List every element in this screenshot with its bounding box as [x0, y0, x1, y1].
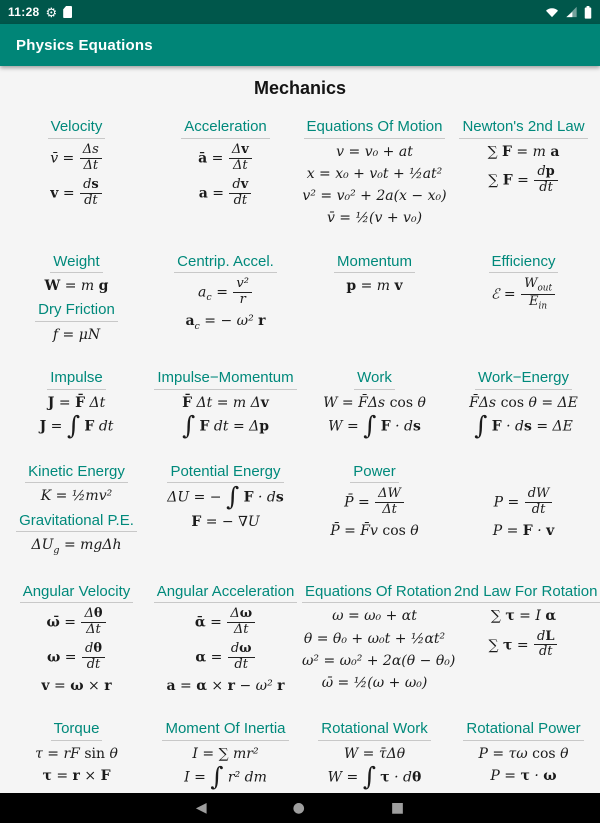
formula-group	[153, 117, 298, 209]
equation: $a_c$ = − ω² r	[185, 313, 266, 332]
formula-group-title: Torque	[51, 720, 103, 741]
wifi-icon	[545, 6, 559, 18]
formula-group-title: Angular Velocity	[20, 583, 134, 604]
equation: ω = $\frac{d\theta}{dt}$	[4, 642, 149, 673]
formula-cell	[302, 462, 447, 545]
equation: F̄Δs cos θ = ΔE	[469, 395, 578, 412]
formula-group	[4, 300, 149, 344]
formula-row	[4, 252, 596, 349]
formula-cell	[153, 368, 298, 441]
formula-group	[153, 252, 298, 334]
formula-cell	[302, 582, 456, 697]
equation: ā = $\frac{\Delta v}{\Delta t}$	[153, 143, 298, 174]
formula-group-title: Newton's 2nd Law	[459, 118, 587, 139]
formula-cell	[4, 368, 149, 441]
formula-group-title: Work−Energy	[475, 369, 572, 390]
formula-group-title: Rotational Power	[463, 720, 583, 741]
status-bar	[0, 0, 600, 24]
equation: ω̄ = ½(ω + ω₀)	[321, 674, 428, 691]
home-button[interactable]: ●	[292, 799, 305, 816]
equation: P = τ · ω	[490, 768, 557, 785]
equation: ∫ F · ds = ΔE	[474, 411, 573, 441]
equation: v̄ = $\frac{\Delta s}{\Delta t}$	[4, 143, 149, 174]
equation: α = $\frac{d\omega}{dt}$	[153, 642, 298, 673]
content-area	[0, 66, 600, 793]
equation: ΔU = − ∫ F · ds	[167, 482, 284, 512]
formula-group-title: Work	[354, 369, 395, 390]
formula-group-title: Rotational Work	[318, 720, 430, 741]
formula-grid	[4, 117, 596, 793]
formula-group-title: Impulse	[47, 369, 106, 390]
equation: ∑ F = $\frac{dp}{dt}$	[451, 165, 596, 196]
formula-group-title: Centrip. Accel.	[174, 253, 277, 274]
formula-group	[4, 582, 149, 696]
formula-group	[302, 117, 447, 228]
formula-cell	[153, 582, 298, 700]
equation: f = μN	[52, 327, 101, 344]
formula-cell	[4, 462, 149, 562]
formula-group-title: Impulse−Momentum	[154, 369, 296, 390]
equation: a = α × r − ω² r	[166, 678, 285, 695]
status-bar-left	[8, 5, 72, 19]
formula-group-title: Dry Friction	[35, 301, 118, 322]
equation: τ = r × F	[42, 768, 111, 785]
formula-group	[451, 719, 596, 785]
battery-icon	[584, 6, 592, 19]
formula-group	[302, 368, 447, 441]
equation: ∑ τ = I α	[490, 608, 557, 625]
formula-group-title: Weight	[50, 253, 102, 274]
equation: J = F̄ Δt	[47, 395, 106, 412]
equation: ℰ = $\frac{W_{out}}{E_{in}}$	[451, 277, 596, 312]
formula-group	[4, 511, 149, 558]
equation: P̄ = $\frac{\Delta W}{\Delta t}$	[302, 487, 447, 518]
status-bar-right	[545, 6, 592, 19]
equation: θ = θ₀ + ω₀t + ½αt²	[303, 630, 446, 647]
formula-group	[153, 719, 298, 792]
formula-row	[4, 462, 596, 562]
formula-group-title: Angular Acceleration	[154, 583, 298, 604]
equation: I = ∑ mr²	[192, 746, 259, 763]
formula-cell	[451, 462, 596, 545]
equation: v² = v₀² + 2a(x − x₀)	[302, 188, 447, 205]
formula-cell	[451, 117, 596, 200]
formula-group	[302, 462, 447, 541]
equation: ∑ τ = $\frac{dL}{dt}$	[451, 630, 596, 661]
equation: P = $\frac{dW}{dt}$	[451, 487, 596, 518]
equation: W = τ̄Δθ	[343, 746, 406, 763]
formula-group	[451, 582, 596, 661]
formula-group	[451, 252, 596, 312]
formula-cell	[451, 582, 596, 665]
clock: 11:28	[8, 5, 40, 19]
recents-button[interactable]: ■	[390, 799, 405, 816]
formula-cell	[4, 117, 149, 213]
formula-cell	[4, 719, 149, 789]
formula-group-title: Potential Energy	[167, 463, 283, 484]
equation: ω̄ = $\frac{\Delta\theta}{\Delta t}$	[4, 607, 149, 638]
equation: v̄ = ½(v + v₀)	[326, 210, 423, 227]
equation: $\Delta U_g = mg\Delta h$	[31, 537, 122, 557]
equation: τ = rF sin θ	[35, 746, 118, 763]
formula-group-title: Momentum	[334, 253, 415, 274]
formula-cell	[451, 719, 596, 789]
formula-row	[4, 117, 596, 232]
equation: P = τω cos θ	[478, 746, 569, 763]
equation: W = F̄Δs cos θ	[323, 395, 426, 412]
formula-group	[153, 462, 298, 531]
formula-group-title: Equations Of Motion	[304, 118, 446, 139]
formula-cell	[153, 252, 298, 338]
formula-group-title: Kinetic Energy	[25, 463, 128, 484]
formula-group	[451, 462, 596, 541]
formula-group-title: Velocity	[48, 118, 106, 139]
formula-group	[153, 368, 298, 441]
equation: ω = ω₀ + αt	[332, 608, 417, 625]
equation: ∑ F = m a	[487, 143, 560, 160]
equation: ω² = ω₀² + 2α(θ − θ₀)	[302, 652, 456, 669]
formula-group-title: Power	[350, 463, 399, 484]
formula-cell	[153, 719, 298, 792]
back-button[interactable]: ◀	[195, 799, 207, 816]
formula-group	[4, 117, 149, 209]
page-title: Mechanics	[253, 78, 347, 98]
equation: K = ½mv²	[40, 488, 113, 505]
formula-group-title: Gravitational P.E.	[16, 512, 137, 533]
cell-signal-icon	[565, 6, 578, 18]
formula-group-title: Equations Of Rotation	[302, 583, 455, 604]
formula-group	[4, 368, 149, 441]
equation: P = F · v	[492, 523, 555, 540]
equation: P̄ = F̄v cos θ	[330, 523, 419, 540]
navigation-bar	[0, 793, 600, 823]
app-bar	[0, 24, 600, 66]
formula-cell	[4, 582, 149, 700]
formula-cell	[451, 368, 596, 441]
formula-group	[451, 368, 596, 441]
formula-group	[4, 252, 149, 296]
equation: ᾱ = $\frac{\Delta\omega}{\Delta t}$	[153, 607, 298, 638]
formula-group-title: Efficiency	[489, 253, 559, 274]
equation: v = $\frac{ds}{dt}$	[4, 178, 149, 209]
equation: x = x₀ + v₀t + ½at²	[306, 165, 443, 182]
equation: I = ∫ r² dm	[184, 762, 267, 792]
formula-row	[4, 582, 596, 700]
equation: F = − ∇U	[191, 513, 260, 530]
formula-group	[4, 462, 149, 506]
equation: ∫ F dt = Δp	[181, 411, 270, 441]
formula-cell	[302, 719, 447, 792]
equation: v = ω × r	[41, 678, 112, 695]
equation: a = $\frac{dv}{dt}$	[153, 178, 298, 209]
formula-group-title: 2nd Law For Rotation	[451, 583, 600, 604]
formula-row	[4, 368, 596, 441]
formula-row	[4, 719, 596, 792]
equation: W = ∫ F · ds	[328, 411, 421, 441]
equation: $a_c$ = $\frac{\text{v²}}{r}$	[153, 277, 298, 308]
sdcard-status-icon	[63, 6, 72, 18]
equation: F̄ Δt = m Δv	[182, 395, 269, 412]
equation: W = m g	[44, 278, 109, 295]
formula-cell	[451, 252, 596, 316]
formula-cell	[153, 462, 298, 535]
formula-cell	[302, 368, 447, 441]
formula-group	[4, 719, 149, 785]
formula-cell	[302, 252, 447, 300]
equation: W = ∫ τ · dθ	[327, 762, 422, 792]
equation: p = m v	[346, 278, 403, 295]
formula-group	[451, 117, 596, 196]
settings-status-icon: ⚙	[45, 4, 58, 20]
formula-cell	[4, 252, 149, 349]
formula-group	[302, 582, 456, 693]
formula-group	[302, 719, 447, 792]
equation: J = ∫ F dt	[39, 411, 114, 441]
equation: v = v₀ + at	[336, 143, 413, 160]
formula-group	[302, 252, 447, 296]
app-title: Physics Equations	[16, 36, 153, 54]
formula-cell	[302, 117, 447, 232]
formula-group-title: Acceleration	[181, 118, 270, 139]
formula-group	[153, 582, 298, 696]
formula-cell	[153, 117, 298, 213]
formula-group-title: Moment Of Inertia	[162, 720, 288, 741]
